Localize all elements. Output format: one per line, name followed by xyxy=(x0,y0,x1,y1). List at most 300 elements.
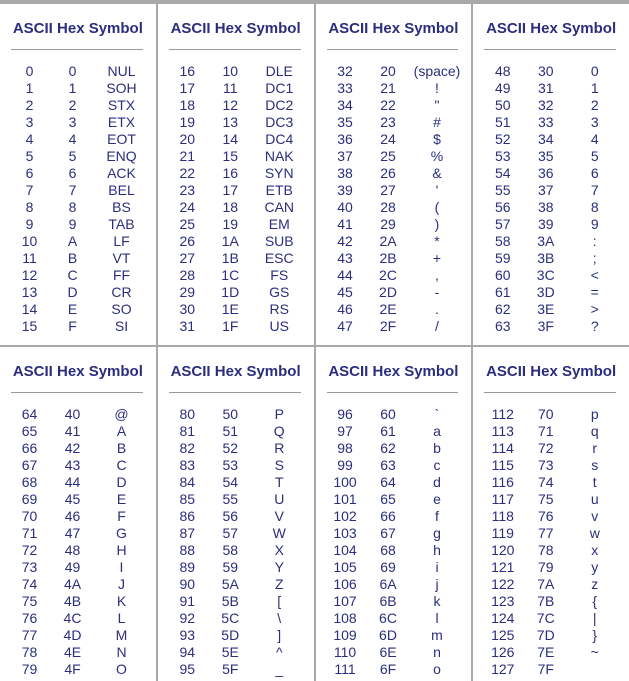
table-row xyxy=(478,96,625,113)
symbol-cell: p xyxy=(590,405,599,422)
panel-header: ASCII Hex Symbol xyxy=(328,20,459,37)
ascii-panel-80-95 xyxy=(156,347,314,681)
symbol-cell: ACK xyxy=(107,164,136,181)
table-row xyxy=(321,473,468,490)
table-row xyxy=(163,147,310,164)
hex-cell: 29 xyxy=(380,215,396,232)
symbol-cell: US xyxy=(269,317,289,334)
symbol-cell: EM xyxy=(268,215,290,232)
ascii-cell: 101 xyxy=(333,490,357,507)
table-row xyxy=(5,317,152,334)
ascii-cell: 4 xyxy=(25,130,34,147)
ascii-cell: 10 xyxy=(21,232,38,249)
ascii-cell: 87 xyxy=(179,524,196,541)
symbol-cell: EOT xyxy=(107,130,136,147)
hex-cell: 16 xyxy=(222,164,239,181)
table-row xyxy=(5,541,152,558)
hex-cell: 6B xyxy=(379,592,397,609)
ascii-cell: 121 xyxy=(491,558,515,575)
table-row xyxy=(163,198,310,215)
ascii-cell: 85 xyxy=(179,490,196,507)
hex-cell: 6C xyxy=(379,609,397,626)
ascii-cell: 119 xyxy=(491,524,514,541)
ascii-cell: 32 xyxy=(337,62,353,79)
table-row xyxy=(321,96,468,113)
symbol-cell: ! xyxy=(435,79,439,96)
symbol-cell: _ xyxy=(275,660,284,677)
hex-cell: 47 xyxy=(64,524,81,541)
symbol-cell: 2 xyxy=(590,96,599,113)
ascii-cell: 34 xyxy=(337,96,353,113)
table-row xyxy=(321,592,468,609)
table-row xyxy=(5,660,152,677)
table-row xyxy=(5,62,152,79)
table-row xyxy=(321,490,468,507)
table-row xyxy=(321,609,468,626)
hex-cell: 7E xyxy=(537,643,555,660)
table-row xyxy=(5,249,152,266)
symbol-cell: c xyxy=(433,456,441,473)
symbol-cell: DC2 xyxy=(265,96,294,113)
symbol-cell: [ xyxy=(277,592,282,609)
ascii-cell: 79 xyxy=(21,660,38,677)
table-row xyxy=(478,300,625,317)
hex-cell: 64 xyxy=(380,473,396,490)
ascii-cell: 63 xyxy=(494,317,511,334)
ascii-cell: 19 xyxy=(179,113,196,130)
ascii-cell: 71 xyxy=(21,524,38,541)
hex-cell: 48 xyxy=(64,541,81,558)
table-row xyxy=(478,422,625,439)
ascii-cell: 89 xyxy=(179,558,196,575)
ascii-cell: 39 xyxy=(337,181,353,198)
table-row xyxy=(478,592,625,609)
table-row xyxy=(321,164,468,181)
ascii-cell: 58 xyxy=(494,232,511,249)
symbol-cell: DC4 xyxy=(265,130,294,147)
symbol-cell: 1 xyxy=(590,79,599,96)
table-row xyxy=(163,79,310,96)
table-row xyxy=(321,507,468,524)
symbol-cell: O xyxy=(116,660,127,677)
symbol-cell: NUL xyxy=(107,62,136,79)
symbol-cell: I xyxy=(119,558,124,575)
symbol-cell: v xyxy=(591,507,599,524)
table-row xyxy=(321,575,468,592)
hex-cell: 77 xyxy=(537,524,554,541)
table-row xyxy=(163,232,310,249)
ascii-cell: 108 xyxy=(333,609,357,626)
hex-cell: 4D xyxy=(63,626,82,643)
hex-cell: 34 xyxy=(537,130,554,147)
table-row xyxy=(163,215,310,232)
symbol-cell: > xyxy=(590,300,599,317)
hex-cell: 74 xyxy=(537,473,554,490)
ascii-cell: 41 xyxy=(337,215,353,232)
ascii-cell: 53 xyxy=(494,147,511,164)
symbol-cell: DLE xyxy=(265,62,293,79)
symbol-cell: RS xyxy=(269,300,289,317)
symbol-cell: X xyxy=(274,541,284,558)
table-row xyxy=(321,113,468,130)
ascii-cell: 105 xyxy=(333,558,357,575)
table-row xyxy=(5,164,152,181)
table-row xyxy=(163,164,310,181)
ascii-cell: 88 xyxy=(179,541,196,558)
symbol-cell: / xyxy=(435,317,439,334)
symbol-cell: ' xyxy=(435,181,439,198)
ascii-cell: 1 xyxy=(25,79,34,96)
table-row xyxy=(5,422,152,439)
table-row xyxy=(321,283,468,300)
ascii-cell: 45 xyxy=(337,283,353,300)
table-row xyxy=(5,626,152,643)
hex-cell: 45 xyxy=(64,490,81,507)
table-row xyxy=(321,422,468,439)
hex-cell: 1E xyxy=(221,300,239,317)
symbol-cell: # xyxy=(433,113,441,130)
panel-header: ASCII Hex Symbol xyxy=(12,363,143,380)
hex-cell: 17 xyxy=(222,181,239,198)
hex-cell: 30 xyxy=(537,62,554,79)
ascii-cell: 106 xyxy=(333,575,357,592)
ascii-cell: 12 xyxy=(21,266,38,283)
table-row xyxy=(163,558,310,575)
hex-cell: 36 xyxy=(537,164,554,181)
hex-cell: 24 xyxy=(380,130,396,147)
table-row xyxy=(5,405,152,422)
ascii-cell: 40 xyxy=(337,198,353,215)
hex-cell: 6A xyxy=(379,575,397,592)
symbol-cell: SI xyxy=(114,317,129,334)
hex-cell: 1A xyxy=(221,232,239,249)
table-row xyxy=(163,130,310,147)
ascii-cell: 21 xyxy=(179,147,196,164)
symbol-cell: d xyxy=(433,473,441,490)
symbol-cell: g xyxy=(433,524,441,541)
symbol-cell: | xyxy=(592,609,597,626)
ascii-code-table xyxy=(163,62,310,334)
symbol-cell: 8 xyxy=(590,198,599,215)
ascii-panel-96-111 xyxy=(314,347,472,681)
ascii-code-table xyxy=(478,405,625,677)
ascii-cell: 33 xyxy=(337,79,353,96)
symbol-cell: % xyxy=(430,147,444,164)
table-row xyxy=(321,524,468,541)
hex-cell: 2D xyxy=(379,283,397,300)
symbol-cell: T xyxy=(274,473,284,490)
hex-cell: 5F xyxy=(222,660,239,677)
ascii-cell: 91 xyxy=(179,592,196,609)
hex-cell: 8 xyxy=(68,198,77,215)
hex-cell: 32 xyxy=(537,96,554,113)
hex-cell: 51 xyxy=(222,422,239,439)
hex-cell: 76 xyxy=(537,507,554,524)
ascii-cell: 75 xyxy=(21,592,38,609)
table-row xyxy=(5,232,152,249)
ascii-cell: 50 xyxy=(494,96,511,113)
symbol-cell: R xyxy=(274,439,285,456)
ascii-cell: 81 xyxy=(179,422,196,439)
hex-cell: 1B xyxy=(221,249,239,266)
ascii-cell: 68 xyxy=(21,473,38,490)
ascii-cell: 82 xyxy=(179,439,196,456)
ascii-cell: 52 xyxy=(494,130,511,147)
table-row xyxy=(5,524,152,541)
header-rule xyxy=(11,49,143,50)
symbol-cell: , xyxy=(435,266,439,283)
ascii-cell: 95 xyxy=(179,660,196,677)
table-row xyxy=(321,558,468,575)
ascii-panel-48-63 xyxy=(471,4,629,345)
symbol-cell: TAB xyxy=(108,215,135,232)
hex-cell: 1D xyxy=(221,283,240,300)
hex-cell: 40 xyxy=(64,405,81,422)
hex-cell: 5B xyxy=(221,592,239,609)
ascii-cell: 125 xyxy=(491,626,515,643)
hex-cell: 55 xyxy=(222,490,239,507)
ascii-cell: 55 xyxy=(494,181,511,198)
hex-cell: 56 xyxy=(222,507,239,524)
ascii-cell: 92 xyxy=(179,609,196,626)
table-row xyxy=(321,198,468,215)
panel-row-upper xyxy=(0,4,629,345)
symbol-cell: r xyxy=(592,439,598,456)
ascii-code-table xyxy=(163,405,310,677)
ascii-cell: 24 xyxy=(179,198,196,215)
table-row xyxy=(163,456,310,473)
ascii-cell: 36 xyxy=(337,130,353,147)
symbol-cell: ` xyxy=(434,405,440,422)
symbol-cell: x xyxy=(591,541,599,558)
ascii-cell: 2 xyxy=(25,96,34,113)
table-row xyxy=(478,147,625,164)
table-row xyxy=(321,181,468,198)
ascii-cell: 46 xyxy=(337,300,353,317)
ascii-cell: 57 xyxy=(494,215,511,232)
header-rule xyxy=(327,392,459,393)
hex-cell: 4A xyxy=(63,575,82,592)
table-row xyxy=(478,283,625,300)
ascii-cell: 6 xyxy=(25,164,34,181)
hex-cell: 37 xyxy=(537,181,554,198)
hex-cell: 6F xyxy=(379,660,397,677)
hex-cell: 4B xyxy=(63,592,82,609)
table-row xyxy=(321,147,468,164)
symbol-cell: 6 xyxy=(590,164,599,181)
ascii-cell: 16 xyxy=(179,62,196,79)
table-row xyxy=(478,164,625,181)
ascii-cell: 74 xyxy=(21,575,38,592)
ascii-cell: 112 xyxy=(491,405,514,422)
hex-cell: 3A xyxy=(537,232,555,249)
symbol-cell: u xyxy=(590,490,599,507)
table-row xyxy=(163,62,310,79)
ascii-cell: 43 xyxy=(337,249,353,266)
ascii-cell: 102 xyxy=(333,507,357,524)
table-row xyxy=(321,300,468,317)
symbol-cell: CAN xyxy=(264,198,295,215)
hex-cell: 10 xyxy=(222,62,239,79)
table-row xyxy=(478,130,625,147)
ascii-cell: 25 xyxy=(179,215,196,232)
ascii-cell: 15 xyxy=(21,317,38,334)
table-row xyxy=(478,317,625,334)
hex-cell: 38 xyxy=(537,198,554,215)
ascii-cell: 114 xyxy=(491,439,514,456)
hex-cell: 15 xyxy=(222,147,239,164)
hex-cell: 78 xyxy=(537,541,554,558)
symbol-cell: & xyxy=(432,164,442,181)
ascii-cell: 54 xyxy=(494,164,511,181)
hex-cell: 43 xyxy=(64,456,81,473)
hex-cell: 44 xyxy=(64,473,81,490)
table-row xyxy=(163,96,310,113)
symbol-cell: ETX xyxy=(107,113,136,130)
symbol-cell: NAK xyxy=(264,147,294,164)
table-row xyxy=(478,643,625,660)
hex-cell: 1C xyxy=(221,266,240,283)
hex-cell: 5E xyxy=(221,643,239,660)
hex-cell: 5C xyxy=(221,609,240,626)
hex-cell: 4C xyxy=(63,609,82,626)
hex-cell: 49 xyxy=(64,558,81,575)
symbol-cell: U xyxy=(274,490,285,507)
hex-cell: 0 xyxy=(68,62,77,79)
table-row xyxy=(5,113,152,130)
symbol-cell: ) xyxy=(434,215,440,232)
ascii-cell: 126 xyxy=(491,643,515,660)
symbol-cell: P xyxy=(274,405,284,422)
symbol-cell: F xyxy=(117,507,126,524)
table-row xyxy=(163,643,310,660)
ascii-cell: 107 xyxy=(333,592,357,609)
symbol-cell: t xyxy=(592,473,597,490)
table-row xyxy=(163,575,310,592)
hex-cell: 68 xyxy=(380,541,396,558)
hex-cell: 25 xyxy=(380,147,396,164)
hex-cell: 42 xyxy=(64,439,81,456)
table-row xyxy=(321,405,468,422)
hex-cell: 23 xyxy=(380,113,396,130)
symbol-cell: o xyxy=(433,660,441,677)
symbol-cell: DC1 xyxy=(265,79,294,96)
hex-cell: 26 xyxy=(380,164,396,181)
table-row xyxy=(163,249,310,266)
ascii-cell: 3 xyxy=(25,113,34,130)
symbol-cell: SOH xyxy=(106,79,137,96)
hex-cell: 20 xyxy=(380,62,396,79)
header-rule xyxy=(484,49,616,50)
symbol-cell: " xyxy=(434,96,440,113)
ascii-cell: 0 xyxy=(25,62,34,79)
hex-cell: A xyxy=(67,232,78,249)
hex-cell: 4E xyxy=(63,643,82,660)
table-row xyxy=(321,130,468,147)
table-row xyxy=(321,266,468,283)
ascii-cell: 38 xyxy=(337,164,353,181)
table-row xyxy=(478,198,625,215)
hex-cell: E xyxy=(67,300,78,317)
symbol-cell: FS xyxy=(270,266,289,283)
hex-cell: 9 xyxy=(68,215,77,232)
ascii-cell: 18 xyxy=(179,96,196,113)
table-row xyxy=(321,541,468,558)
table-row xyxy=(5,147,152,164)
symbol-cell: CR xyxy=(111,283,132,300)
hex-cell: D xyxy=(67,283,78,300)
hex-cell: 39 xyxy=(537,215,554,232)
table-row xyxy=(478,215,625,232)
symbol-cell: LF xyxy=(113,232,130,249)
table-row xyxy=(321,215,468,232)
header-rule xyxy=(484,392,616,393)
hex-cell: 63 xyxy=(380,456,396,473)
ascii-cell: 42 xyxy=(337,232,353,249)
hex-cell: 59 xyxy=(222,558,239,575)
symbol-cell: VT xyxy=(112,249,131,266)
panel-header: ASCII Hex Symbol xyxy=(328,363,459,380)
table-row xyxy=(5,592,152,609)
symbol-cell: GS xyxy=(269,283,290,300)
ascii-cell: 62 xyxy=(494,300,511,317)
table-row xyxy=(163,473,310,490)
hex-cell: 31 xyxy=(537,79,554,96)
table-row xyxy=(321,439,468,456)
symbol-cell xyxy=(564,660,625,677)
symbol-cell: N xyxy=(116,643,127,660)
ascii-cell: 72 xyxy=(21,541,38,558)
table-row xyxy=(5,507,152,524)
table-row xyxy=(163,507,310,524)
ascii-cell: 17 xyxy=(179,79,196,96)
ascii-cell: 104 xyxy=(333,541,357,558)
symbol-cell: { xyxy=(592,592,598,609)
ascii-cell: 61 xyxy=(494,283,511,300)
table-row xyxy=(478,558,625,575)
table-row xyxy=(163,592,310,609)
ascii-cell: 65 xyxy=(21,422,38,439)
table-row xyxy=(478,439,625,456)
symbol-cell: W xyxy=(272,524,286,541)
hex-cell: 3 xyxy=(68,113,77,130)
table-row xyxy=(163,405,310,422)
hex-cell: 5A xyxy=(221,575,239,592)
symbol-cell: A xyxy=(116,422,127,439)
symbol-cell: 3 xyxy=(590,113,599,130)
symbol-cell: ( xyxy=(434,198,440,215)
ascii-cell: 124 xyxy=(491,609,515,626)
symbol-cell: L xyxy=(117,609,126,626)
hex-cell: 2B xyxy=(379,249,397,266)
table-row xyxy=(478,79,625,96)
ascii-cell: 56 xyxy=(494,198,511,215)
symbol-cell: } xyxy=(592,626,598,643)
symbol-cell: + xyxy=(432,249,442,266)
ascii-panel-16-31 xyxy=(156,4,314,345)
hex-cell: F xyxy=(68,317,77,334)
ascii-cell: 49 xyxy=(494,79,511,96)
hex-cell: 61 xyxy=(380,422,396,439)
symbol-cell: ^ xyxy=(275,643,283,660)
hex-cell: B xyxy=(67,249,78,266)
table-row xyxy=(163,317,310,334)
hex-cell: 14 xyxy=(222,130,239,147)
symbol-cell: - xyxy=(434,283,440,300)
table-row xyxy=(5,473,152,490)
hex-cell: 57 xyxy=(222,524,239,541)
ascii-cell: 11 xyxy=(22,249,37,266)
